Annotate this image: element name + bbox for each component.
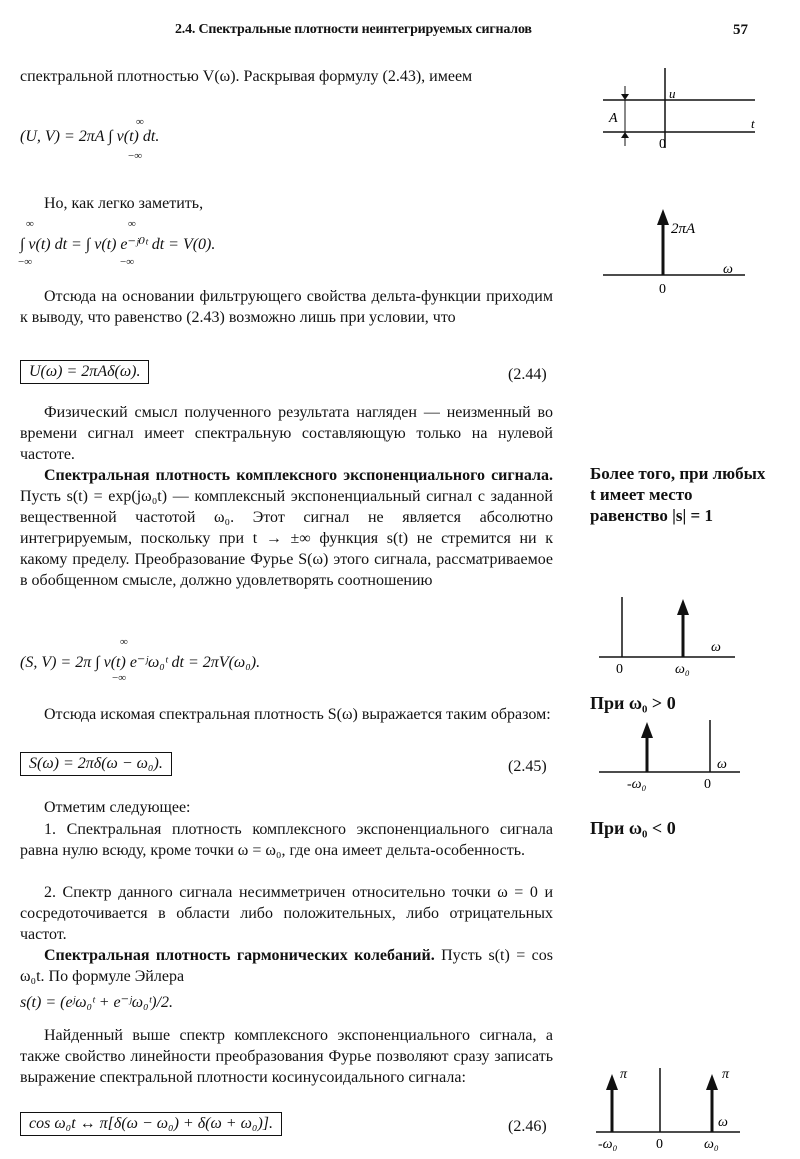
paragraph-2: Но, как легко заметить, (44, 195, 204, 212)
equation-2-46: cos ω₀t ↔ π[δ(ω − ω₀) + δ(ω + ω₀)]. (20, 1112, 282, 1136)
equation-6: s(t) = (eʲω₀ᵗ + e⁻ʲω₀ᵗ)/2. (20, 994, 174, 1011)
fig5-label-omega0: ω₀ (704, 1137, 719, 1152)
paragraph-1: спектральной плотностью V(ω). Раскрывая формулу (2.43), имеем (20, 68, 473, 85)
fig1-label-u: u (669, 86, 676, 101)
paragraph-8: 1. Спектральная плотность комплексного экспоненциального сигнала равна нулю всюду, кроме точки ω = ω₀, где она имеет дельта-особенность. (20, 821, 553, 859)
fig2-label-zero: 0 (659, 282, 666, 297)
equation-2-45: S(ω) = 2πδ(ω − ω₀). (20, 752, 172, 776)
paragraph-11: Найденный выше спектр комплексного экспоненциального сигнала, а также свойство линейности преобразования Фурье позволяют сразу записать выражение спектральной плотности косинусоидального сигнала: (20, 1027, 553, 1086)
paragraph-5 (20, 465, 553, 591)
eq4-upper-limit: ∞ (120, 636, 128, 648)
eq1-upper-limit: ∞ (136, 116, 144, 128)
fig3-arrow-head (677, 599, 689, 615)
fig5-arrow-head-left (606, 1074, 618, 1090)
equation-number-2-45: (2.45) (508, 758, 547, 775)
fig5-label-zero: 0 (656, 1137, 663, 1152)
equation-4: (S, V) = 2π ∫ v(t) e⁻ʲω₀ᵗ dt = 2πV(ω₀). (20, 654, 261, 671)
fig4-label-zero: 0 (704, 777, 711, 792)
eq4-lower-limit: −∞ (112, 672, 127, 684)
fig5-label-neg-omega0: -ω₀ (598, 1137, 618, 1152)
equation-number-2-46: (2.46) (508, 1118, 547, 1135)
eq1-lower-limit: −∞ (128, 150, 143, 162)
figure-negative-frequency-spectrum (595, 716, 775, 798)
fig3-label-omega0: ω₀ (675, 662, 690, 677)
fig4-label-neg-omega0: -ω₀ (627, 777, 647, 792)
fig1-label-A: A (609, 111, 618, 126)
paragraph-10-text: Пусть s(t) = cos ω₀t. По формуле Эйлера (20, 947, 553, 985)
paragraph-10 (20, 945, 553, 987)
fig1-label-zero: 0 (659, 137, 666, 152)
eq2-lower-limit-1: −∞ (18, 256, 33, 268)
paragraph-10-heading: Спектральная плотность гармонических колебаний. (44, 947, 435, 964)
fig2-label-2piA: 2πA (671, 221, 696, 237)
paragraph-6: Отсюда искомая спектральная плотность S(ω) выражается таким образом: (44, 706, 551, 723)
caption-positive-frequency: При ω₀ > 0 (590, 693, 676, 713)
paragraph-7: Отметим следующее: (44, 799, 191, 816)
fig3-label-omega: ω (711, 640, 721, 655)
fig5-label-omega: ω (718, 1115, 728, 1130)
figure-constant-spectrum (595, 205, 775, 297)
figure-positive-frequency-spectrum (595, 595, 775, 680)
fig5-label-pi-left: π (620, 1067, 628, 1082)
page-number: 57 (733, 22, 748, 38)
eq2-upper-limit-1: ∞ (26, 218, 34, 230)
paragraph-9: 2. Спектр данного сигнала несимметричен относительно точки ω = 0 и сосредоточивается в области либо положительных, либо отрицательных частот. (20, 884, 553, 943)
fig5-arrow-head-right (706, 1074, 718, 1090)
running-title: 2.4. Спектральные плотности неинтегрируемых сигналов (175, 22, 532, 37)
paragraph-4: Физический смысл полученного результата нагляден — неизменный во времени сигнал имеет спектральную составляющую только на нулевой частоте. (20, 404, 553, 463)
fig5-label-pi-right: π (722, 1067, 730, 1082)
fig4-arrow-head (641, 722, 653, 738)
equation-2-44: U(ω) = 2πAδ(ω). (20, 360, 149, 384)
equation-number-2-44: (2.44) (508, 366, 547, 383)
paragraph-5-heading: Спектральная плотность комплексного экспоненциального сигнала. (44, 467, 553, 484)
fig1-label-t: t (751, 116, 755, 131)
caption-negative-frequency: При ω₀ < 0 (590, 818, 676, 838)
fig3-label-zero: 0 (616, 662, 623, 677)
fig2-label-omega: ω (723, 262, 733, 277)
eq2-lower-limit-2: −∞ (120, 256, 135, 268)
eq2-upper-limit-2: ∞ (128, 218, 136, 230)
fig2-arrow-head (657, 209, 669, 225)
margin-note-modulus: Более того, при любых t имеет место равенство |s| = 1 (590, 464, 766, 525)
equation-2: ∫ v(t) dt = ∫ v(t) e⁻ʲ⁰ᵗ dt = V(0). (20, 236, 216, 253)
figure-cosine-spectrum (590, 1064, 770, 1156)
paragraph-3: Отсюда на основании фильтрующего свойства дельта-функции приходим к выводу, что равенство (2.43) возможно лишь при условии, что (20, 288, 553, 326)
equation-1: (U, V) = 2πA ∫ v(t) dt. (20, 128, 160, 145)
paragraph-5-text: Пусть s(t) = exp(jω₀t) — комплексный экспоненциальный сигнал с заданной вещественной частотой ω₀. Этот сигнал не является абсолютно интегрируемым, поскольку при t → ±∞ функция s(t) не стремится ни к какому пределу. Преобразование Фурье S(ω) этого сигнала, рассматриваемое в обобщенном смысле, должно удовлетворять соотношению (20, 488, 553, 589)
figure-constant-signal (595, 66, 775, 156)
fig1-arrow-down (621, 94, 629, 100)
fig1-arrow-up (621, 132, 629, 138)
fig4-label-omega: ω (717, 757, 727, 772)
